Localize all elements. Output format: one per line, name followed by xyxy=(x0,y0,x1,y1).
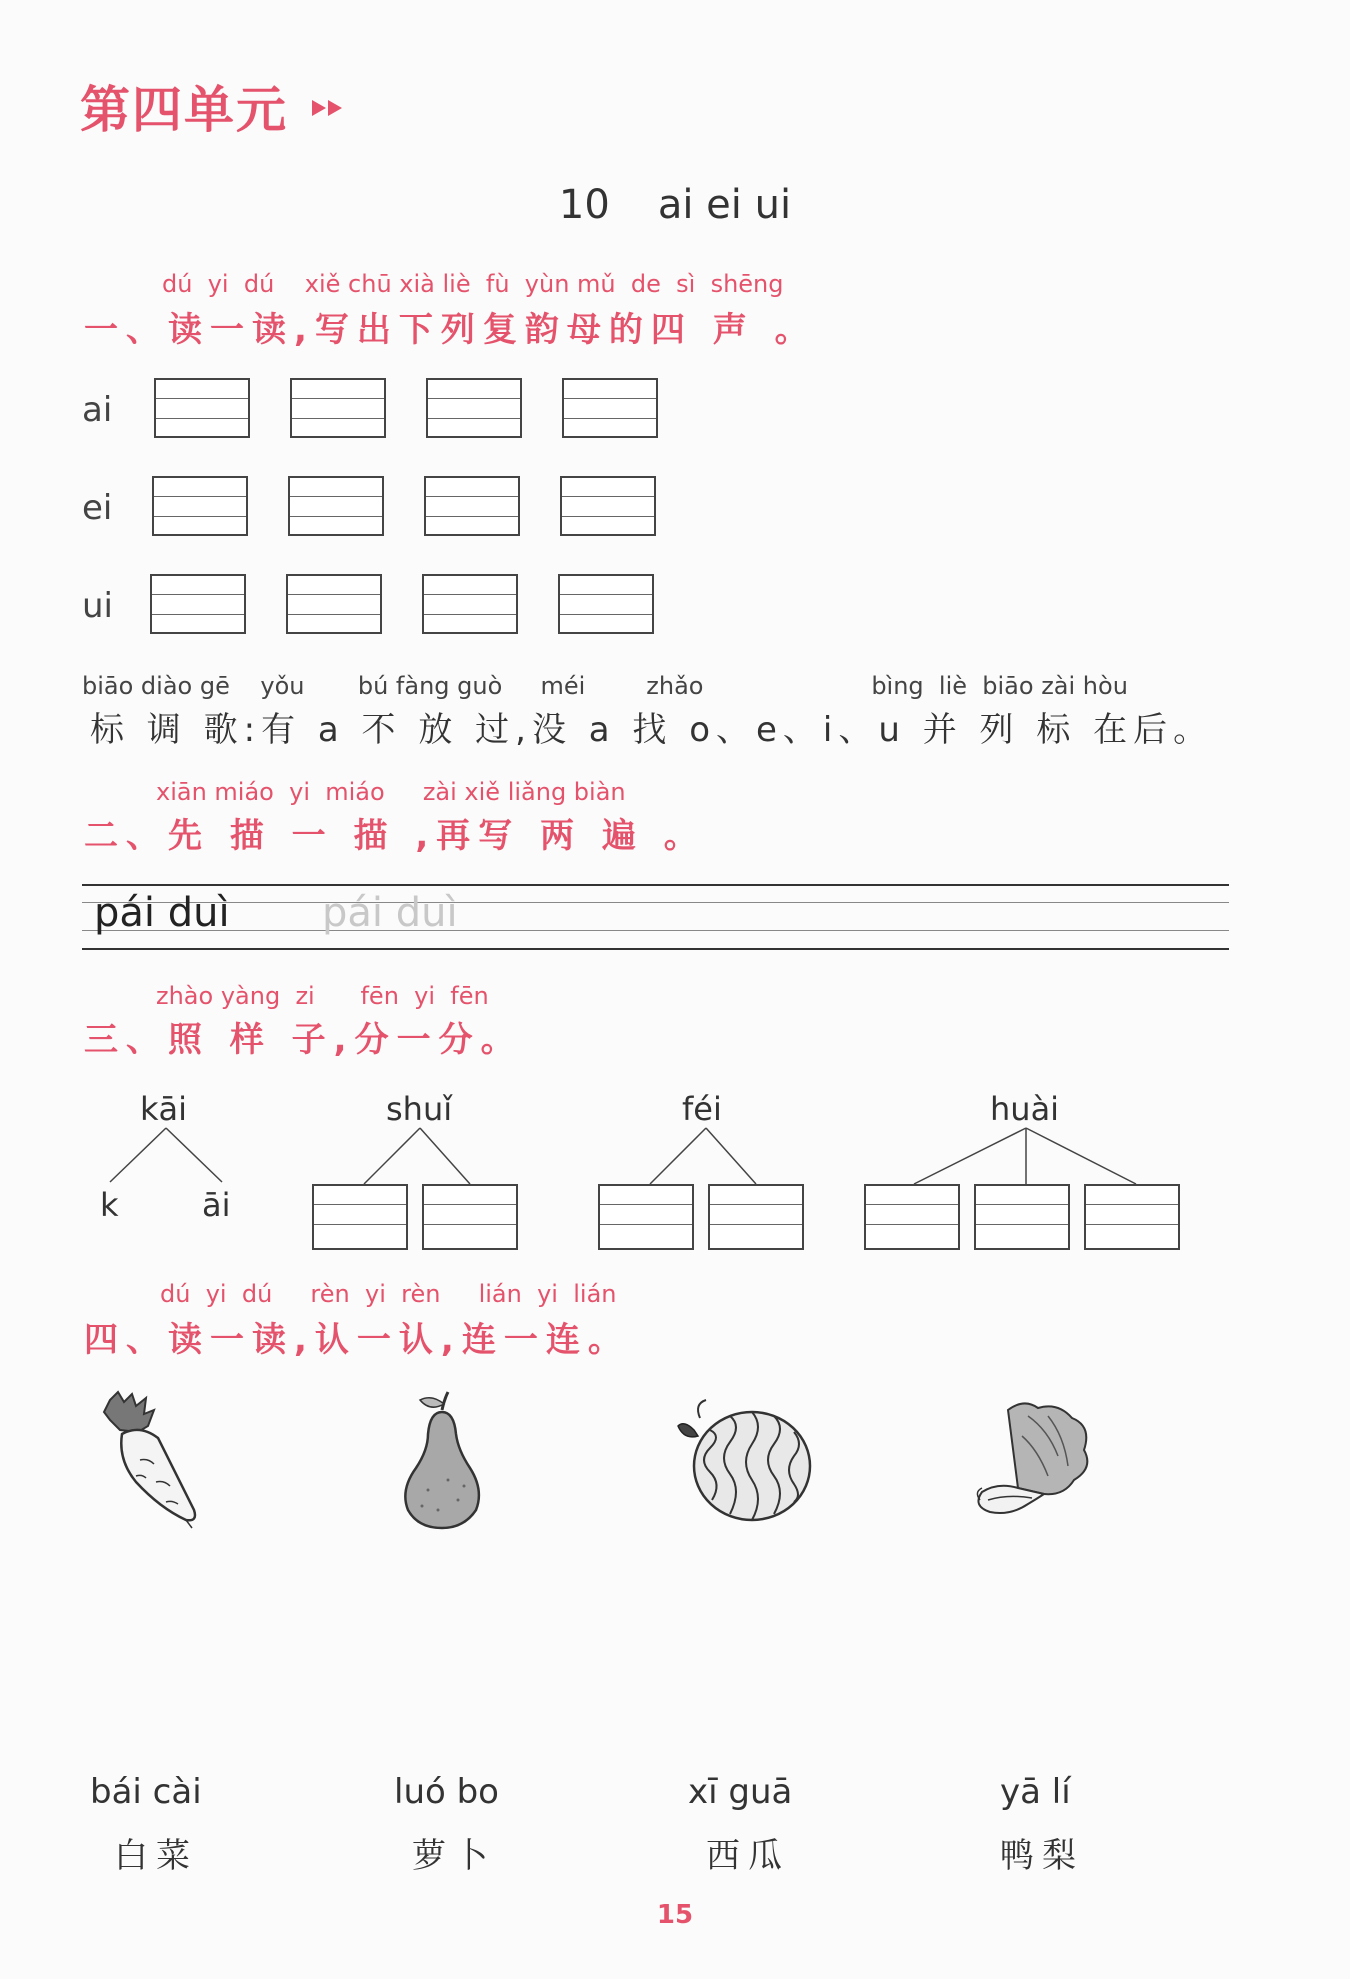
section1-heading: 一、读一读,写出下列复韵母的四 声 。 xyxy=(84,310,817,350)
split-box[interactable] xyxy=(974,1184,1070,1250)
section1-pinyin: dú yi dú xiě chū xià liè fù yùn mǔ de sì shēng xyxy=(162,270,784,298)
example-initial: k xyxy=(100,1186,119,1224)
section2-heading: 二、先 描 一 描 ,再写 两 遍 。 xyxy=(84,816,706,856)
split-box[interactable] xyxy=(1084,1184,1180,1250)
trace-ghost-text[interactable]: pái duì xyxy=(322,890,458,936)
split-box[interactable] xyxy=(598,1184,694,1250)
cabbage-icon xyxy=(968,1396,1098,1526)
syllable-fei: féi xyxy=(682,1090,722,1128)
section4-pinyin: dú yi dú rèn yi rèn lián yi lián xyxy=(160,1280,617,1308)
row-label-ui: ui xyxy=(82,586,113,626)
word-hanzi-luobo: 萝卜 xyxy=(412,1836,496,1876)
tone-rule-song: 标 调 歌:有 a 不 放 过,没 a 找 o、e、i、u 并 列 标 在后。 xyxy=(90,710,1214,750)
pear-icon xyxy=(398,1390,488,1530)
section3-heading: 三、照 样 子,分一分。 xyxy=(84,1020,523,1060)
word-hanzi-baicai: 白菜 xyxy=(114,1836,198,1876)
row-label-ai: ai xyxy=(82,390,113,430)
page-number: 15 xyxy=(656,1900,694,1930)
example-syllable: kāi xyxy=(140,1090,188,1128)
example-final: āi xyxy=(202,1186,231,1224)
lesson-number: 10 xyxy=(558,182,610,228)
section4-heading: 四、读一读,认一认,连一连。 xyxy=(84,1320,630,1360)
word-pinyin-yali: yā lí xyxy=(1000,1772,1071,1812)
trace-sample-text: pái duì xyxy=(94,890,230,936)
split-box[interactable] xyxy=(708,1184,804,1250)
radish-icon xyxy=(100,1390,210,1530)
syllable-huai: huài xyxy=(990,1090,1060,1128)
split-box[interactable] xyxy=(864,1184,960,1250)
section2-pinyin: xiān miáo yi miáo zài xiě liǎng biàn xyxy=(156,778,626,806)
word-pinyin-baicai: bái cài xyxy=(90,1772,202,1812)
unit-title: 第四单元 xyxy=(80,81,288,139)
lesson-heading: ai ei ui xyxy=(657,182,792,228)
syllable-shui: shuǐ xyxy=(386,1090,453,1128)
watermelon-icon xyxy=(670,1396,820,1526)
word-pinyin-luobo: luó bo xyxy=(394,1772,499,1812)
split-box[interactable] xyxy=(312,1184,408,1250)
row-label-ei: ei xyxy=(82,488,113,528)
song-pinyin: biāo diào gē yǒu bú fàng guò méi zhǎo bìng liè biāo zài hòu xyxy=(82,672,1128,700)
word-hanzi-yali: 鸭梨 xyxy=(1000,1836,1084,1876)
section3-pinyin: zhào yàng zi fēn yi fēn xyxy=(156,982,489,1010)
split-box[interactable] xyxy=(422,1184,518,1250)
word-hanzi-xigua: 西瓜 xyxy=(706,1836,790,1876)
word-pinyin-xigua: xī guā xyxy=(688,1772,793,1812)
